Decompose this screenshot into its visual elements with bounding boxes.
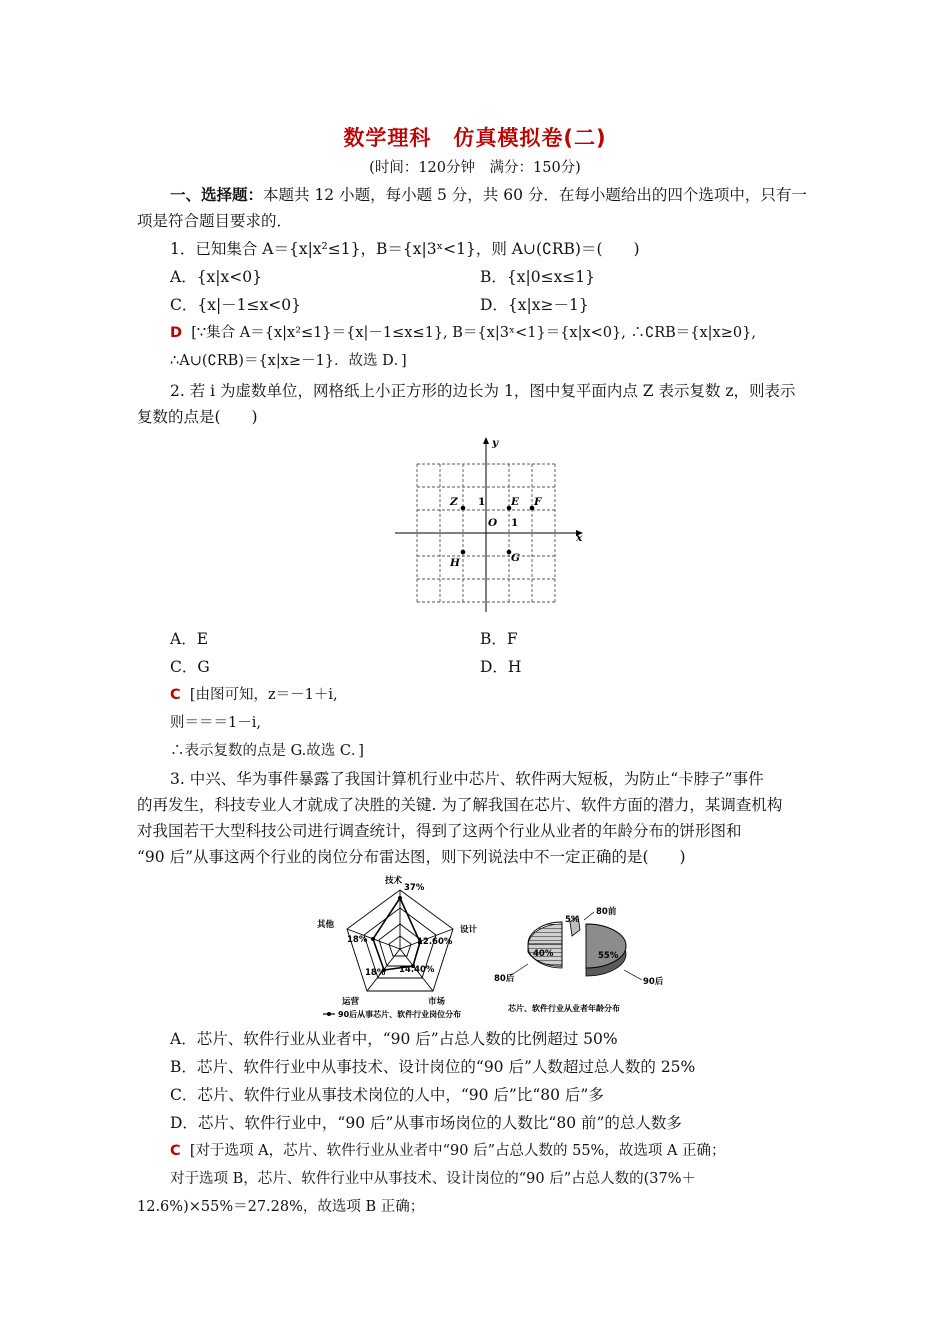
- q1-option-d: D．{x|x≥－1}: [480, 296, 589, 314]
- page-title: 数学理科 仿真模拟卷(二): [343, 126, 607, 150]
- x-axis-label: x: [576, 532, 583, 544]
- q1-answer: D: [170, 325, 183, 341]
- q3-stem-1: 3. 中兴、华为事件暴露了我国计算机行业中芯片、软件两大短板，为防止“卡脖子”事件: [170, 770, 764, 788]
- radar-chart: [305, 872, 505, 1020]
- radar-legend-marker: [327, 1012, 331, 1016]
- point-e-dot: [507, 506, 512, 511]
- q2-option-d: D．H: [480, 658, 522, 676]
- q2-answer: C: [170, 687, 181, 703]
- q2-option-a: A．E: [170, 630, 209, 648]
- q1-sol1-text: [∵集合 A＝{x|x²≤1}＝{x|－1≤x≤1}, B＝{x|3ˣ<1}＝{x|x<0}, ∴∁RB＝{x|x≥0},: [191, 325, 756, 341]
- pie-slice-80s: [528, 922, 562, 966]
- pie-caption: 芯片、软件行业从业者年龄分布: [508, 1004, 620, 1013]
- pie-leader-80s: [510, 964, 528, 976]
- pie-value-80s: 40%: [533, 949, 554, 959]
- q3-sol1-text: [对于选项 A，芯片、软件行业从业者中“90 后”占总人数的 55%，故选项 A 正确；: [189, 1143, 726, 1159]
- q2-solution-3: ∴表示复数的点是 G.故选 C．]: [170, 743, 364, 759]
- q3-solution-2: 对于选项 B，芯片、软件行业中从事技术、设计岗位的“90 后”占总人数的(37%＋: [170, 1171, 697, 1187]
- point-g-label: G: [511, 552, 520, 564]
- q2-stem-2: 复数的点是( ): [137, 408, 258, 426]
- point-z-label: Z: [450, 496, 458, 508]
- q3-option-c: C．芯片、软件行业从事技术岗位的人中，“90 后”比“80 后”多: [170, 1086, 604, 1104]
- page-subtitle: (时间：120分钟 满分：150分): [369, 160, 581, 176]
- q3-option-b: B．芯片、软件行业中从事技术、设计岗位的“90 后”人数超过总人数的 25%: [170, 1058, 696, 1076]
- pie-chart: [488, 900, 664, 1018]
- radar-axis-design: 设计: [460, 925, 478, 935]
- q1-option-a: A．{x|x<0}: [170, 268, 262, 286]
- pie-label-90s: 90后: [643, 977, 664, 987]
- section-intro-a: 本题共 12 小题，每小题 5 分，共 60 分．在每小题给出的四个选项中，只有一: [263, 186, 807, 204]
- point-h-label: H: [450, 557, 460, 569]
- radar-value-ops: 18%: [365, 968, 386, 978]
- complex-plane-figure: [395, 434, 590, 614]
- q3-stem-2: 的再发生，科技专业人才就成了决胜的关键. 为了解我国在芯片、软件方面的潜力，某调查机构: [137, 796, 783, 814]
- radar-value-other: 18%: [347, 935, 368, 945]
- point-f-dot: [530, 506, 535, 511]
- q3-option-a: A．芯片、软件行业从业者中，“90 后”占总人数的比例超过 50%: [170, 1030, 618, 1048]
- pie-value-90s: 55%: [598, 951, 619, 961]
- radar-value-tech: 37%: [404, 883, 425, 893]
- unit-label-x: 1: [511, 517, 519, 529]
- q1-stem: 1．已知集合 A＝{x|x²≤1}，B＝{x|3ˣ<1}，则 A∪(∁RB)＝( ): [170, 240, 640, 258]
- radar-value-market: 14.40%: [399, 965, 435, 975]
- q1-solution-2: ∴A∪(∁RB)＝{x|x≥－1}．故选 D．]: [170, 353, 407, 369]
- unit-label-y: 1: [478, 496, 486, 508]
- pie-value-pre80: 5%: [565, 915, 580, 925]
- y-axis-label: y: [492, 437, 499, 449]
- q2-sol1-text: [由图可知，z＝－1＋i,: [189, 687, 338, 703]
- q2-solution-1: [170, 684, 338, 706]
- radar-point-tech: [398, 896, 402, 900]
- point-f-label: F: [534, 496, 542, 508]
- section-intro-b: 项是符合题目要求的．: [137, 212, 293, 230]
- point-e-label: E: [511, 496, 520, 508]
- radar-point-other: [371, 937, 375, 941]
- q3-answer: C: [170, 1143, 181, 1159]
- q3-solution-1: [170, 1140, 726, 1162]
- q2-stem-1: 2. 若 i 为虚数单位，网格纸上小正方形的边长为 1，图中复平面内点 Z 表示复数 z，则表示: [170, 382, 796, 400]
- radar-axis-ops: 运营: [342, 997, 360, 1007]
- radar-axis-market: 市场: [428, 997, 446, 1007]
- radar-axis-tech: 技术: [385, 876, 403, 886]
- q1-option-b: B．{x|0≤x≤1}: [480, 268, 596, 286]
- point-h-dot: [461, 550, 466, 555]
- q2-option-c: C．G: [170, 658, 210, 676]
- pie-label-80s: 80后: [494, 974, 515, 984]
- pie-leader-pre80: [584, 912, 594, 920]
- q1-solution-1: [170, 322, 756, 344]
- radar-value-design: 12.60%: [417, 937, 453, 947]
- y-axis-arrow: [483, 437, 489, 444]
- q2-solution-2: 则＝＝＝1－i,: [170, 715, 261, 731]
- q3-stem-3: 对我国若干大型科技公司进行调查统计，得到了这两个行业从业者的年龄分布的饼形图和: [137, 822, 742, 840]
- point-z-dot: [461, 506, 466, 511]
- origin-label: O: [488, 517, 498, 529]
- radar-caption: 90后从事芯片、软件行业岗位分布: [338, 1010, 462, 1019]
- section-intro: [170, 184, 807, 206]
- radar-axis-other: 其他: [317, 920, 335, 930]
- q1-option-c: C．{x|－1≤x<0}: [170, 296, 301, 314]
- q3-option-d: D．芯片、软件行业中，“90 后”从事市场岗位的人数比“80 前”的总人数多: [170, 1114, 682, 1132]
- pie-label-pre80: 80前: [596, 907, 617, 917]
- section-heading: 一、选择题：: [170, 185, 264, 204]
- q3-stem-4: “90 后”从事这两个行业的岗位分布雷达图，则下列说法中不一定正确的是( ): [137, 848, 686, 866]
- q3-solution-3: 12.6%)×55%＝27.28%，故选项 B 正确；: [137, 1199, 425, 1215]
- point-g-dot: [507, 550, 512, 555]
- pie-leader-90s: [624, 970, 642, 980]
- q2-option-b: B．F: [480, 630, 518, 648]
